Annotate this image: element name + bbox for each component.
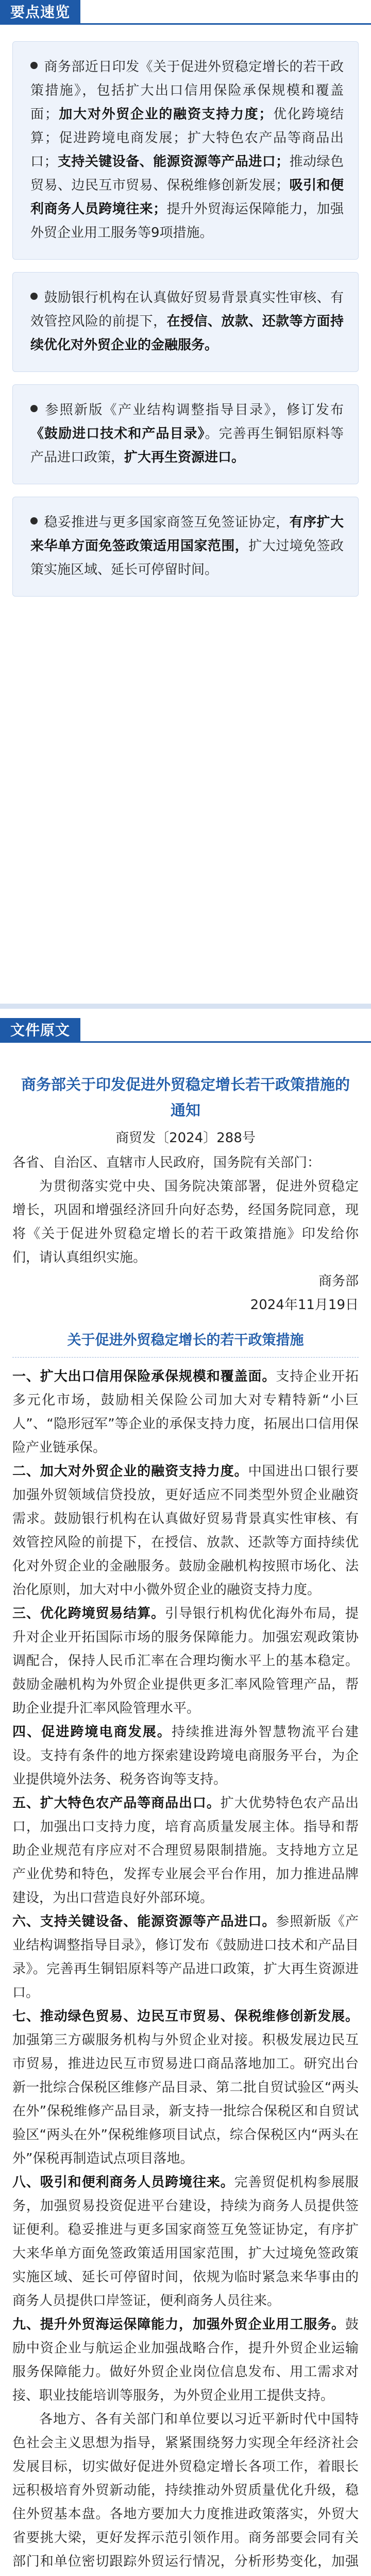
document-body: 为贯彻落实党中央、国务院决策部署，促进外贸稳定增长，巩固和增强经济回升向好态势，经国务院同意，现将《关于促进外贸稳定增长的若干政策措施》印发给你们，请认真组织实施。: [12, 1179, 359, 1265]
measure-item: [12, 2005, 359, 2171]
measure-heading: 七、推动绿色贸易、边民互市贸易、保税维修创新发展。: [12, 2009, 359, 2024]
summary-text: 提升外贸海运保障能力，加强外贸企业用工服务等9项措施。: [30, 201, 344, 241]
summary-card: [12, 272, 359, 372]
original-document: [12, 1072, 359, 2576]
summary-text: 扩大过境免签政策实施区域、延长可停留时间。: [30, 538, 344, 578]
measure-text: 中国进出口银行要加强外贸领域信贷投放，更好适应不同类型外贸企业融资需求。鼓励银行机构在认真做好贸易背景真实性审核、有效管控风险的前提下，在授信、放款、还款等方面持续优化对外贸企业的金融服务。鼓励金融机构按照市场化、法治化原则，加大对中小微外贸企业的融资支持力度。: [12, 1464, 359, 1598]
summary-text: 稳妥推进与更多国家商签互免签证协定，: [44, 515, 290, 530]
summary-card: [12, 384, 359, 484]
measure-item: [12, 1365, 359, 1460]
summary-highlight-text: 有序扩大来华单方面免签政策适用国家范围，: [30, 515, 344, 554]
document-date: 2024年11月19日: [250, 1297, 359, 1313]
measure-text: 支持企业开拓多元化市场，鼓励相关保险公司加大对专精特新“小巨人”、“隐形冠军”等企业的承保支持力度，拓展出口信用保险产业链承保。: [12, 1369, 359, 1455]
summary-highlight-text: 在授信、放款、还款等方面持续优化对外贸企业的金融服务。: [30, 314, 344, 353]
summary-highlight-text: 支持关键设备、能源资源等产品进口；: [57, 154, 290, 170]
measure-text: 鼓励中资企业与航运企业加强战略合作，提升外贸企业运输服务保障能力。做好外贸企业岗位信息发布、用工需求对接、职业技能培训等服务，为外贸企业用工提供支持。: [12, 2317, 359, 2403]
measure-text: 参照新版《产业结构调整指导目录》，修订发布《鼓励进口技术和产品目录》。完善再生铜铝原料等产品进口政策，扩大再生资源进口。: [12, 1914, 359, 2001]
summary-text: 推动绿色贸易、边民互市贸易、保税维修创新发展；: [30, 154, 344, 193]
bullet-dot-icon: [30, 405, 38, 412]
measure-heading: 五、扩大特色农产品等商品出口。: [12, 1795, 221, 1811]
measure-item: [12, 2171, 359, 2313]
summary-highlight-text: 《鼓励进口技术和产品目录》: [30, 426, 205, 442]
measure-item: [12, 2313, 359, 2408]
measure-heading: 九、提升外贸海运保障能力，加强外贸企业用工服务。: [12, 2317, 345, 2332]
document-title: 商务部关于印发促进外贸稳定增长若干政策措施的通知: [21, 1076, 350, 1119]
section-divider: [0, 1004, 371, 1009]
summary-card: [12, 497, 359, 597]
document-number: 商贸发〔2024〕288号: [115, 1130, 256, 1146]
measure-text: 扩大优势特色农产品出口，加强出口支持力度，培育高质量发展主体。指导和帮助企业规范有序应对不合理贸易限制措施。支持地方立足产业优势和特色，发挥专业展会平台作用，加力推进品牌建设，为出口营造良好外部环境。: [12, 1795, 359, 1906]
summary-highlight-text: 扩大再生资源进口。: [124, 450, 245, 465]
original-section-header: [0, 1018, 371, 1043]
measure-heading: 一、扩大出口信用保险承保规模和覆盖面。: [12, 1369, 276, 1384]
measure-item: [12, 1791, 359, 1910]
summary-section-header: [0, 0, 371, 25]
measures-title: 关于促进外贸稳定增长的若干政策措施: [12, 1328, 359, 1358]
document-signer: 商务部: [318, 1274, 359, 1289]
measure-text: 完善贸促机构参展服务，加强贸易投资促进平台建设，持续为商务人员提供签证便利。稳妥推进与更多国家商签互免签证协定，有序扩大来华单方面免签政策适用国家范围，扩大过境免签政策实施区域、延长可停留时间，依规为临时紧急来华事由的商务人员提供口岸签证，便利商务人员往来。: [12, 2175, 359, 2309]
summary-highlight-text: 吸引和便利商务人员跨境往来；: [30, 178, 344, 217]
original-header-label: 文件原文: [0, 1018, 80, 1043]
document-closing: 各地方、各有关部门和单位要以习近平新时代中国特色社会主义思想为指导，紧紧围绕努力实现全年经济社会发展目标，切实做好促进外贸稳定增长各项工作，着眼长远积极培育外贸新动能，持续推动外贸质量优化升级，稳住外贸基本盘。各地方要加大力度推进政策落实，外贸大省要挑大梁，更好发挥示范引领作用。商务部要会同有关部门和单位密切跟踪外贸运行情况，分析形势变化，加强: [12, 2412, 359, 2569]
summary-text: 优化跨境结算；促进跨境电商发展；扩大特色农产品等商品出口；: [30, 107, 344, 170]
measure-item: [12, 1460, 359, 1602]
measure-item: [12, 1910, 359, 2005]
bullet-dot-icon: [30, 62, 38, 69]
bullet-dot-icon: [30, 293, 38, 300]
summary-text: 鼓励银行机构在认真做好贸易背景真实性审核、有效管控风险的前提下，: [30, 290, 344, 329]
measures-list: [12, 1365, 359, 2408]
measure-text: 持续推进海外智慧物流平台建设。支持有条件的地方探索建设跨境电商服务平台，为企业提供境外法务、税务咨询等支持。: [12, 1724, 359, 1787]
summary-text: 商务部近日印发《关于促进外贸稳定增长的若干政策措施》，包括扩大出口信用保险承保规模和覆盖面；: [30, 59, 344, 122]
summary-card: [12, 41, 359, 260]
measure-text: 加强第三方碳服务机构与外贸企业对接。积极发展边民互市贸易，推进边民互市贸易进口商品落地加工。研究出台新一批综合保税区维修产品目录、第二批自贸试验区“两头在外”保税维修产品目录，新支持一批综合保税区和自贸试验区“两头在外”保税维修项目试点，综合保税区内“两头在外”保税再制造试点项目落地。: [12, 2032, 359, 2166]
measure-item: [12, 1720, 359, 1791]
measure-heading: 六、支持关键设备、能源资源等产品进口。: [12, 1914, 276, 1929]
measure-text: 引导银行机构优化海外布局，提升对企业开拓国际市场的服务保障能力。加强宏观政策协调配合，保持人民币汇率在合理均衡水平上的基本稳定。鼓励金融机构为外贸企业提供更多汇率风险管理产品，帮助企业提升汇率风险管理水平。: [12, 1606, 359, 1716]
summary-header-label: 要点速览: [0, 0, 80, 25]
measure-heading: 四、促进跨境电商发展。: [12, 1724, 172, 1740]
bullet-dot-icon: [30, 517, 38, 524]
summary-highlight-text: 加大对外贸企业的融资支持力度；: [58, 107, 273, 122]
measure-heading: 三、优化跨境贸易结算。: [12, 1606, 165, 1621]
measure-item: [12, 1602, 359, 1720]
measure-heading: 二、加大对外贸企业的融资支持力度。: [12, 1464, 248, 1479]
summary-text: 。完善再生铜铝原料等产品进口政策，: [30, 426, 344, 465]
summary-text: 参照新版《产业结构调整指导目录》，修订发布: [44, 402, 344, 418]
measure-heading: 八、吸引和便利商务人员跨境往来。: [12, 2175, 234, 2190]
document-recipients: 各省、自治区、直辖市人民政府，国务院有关部门：: [12, 1155, 321, 1171]
summary-cards: [12, 41, 359, 609]
